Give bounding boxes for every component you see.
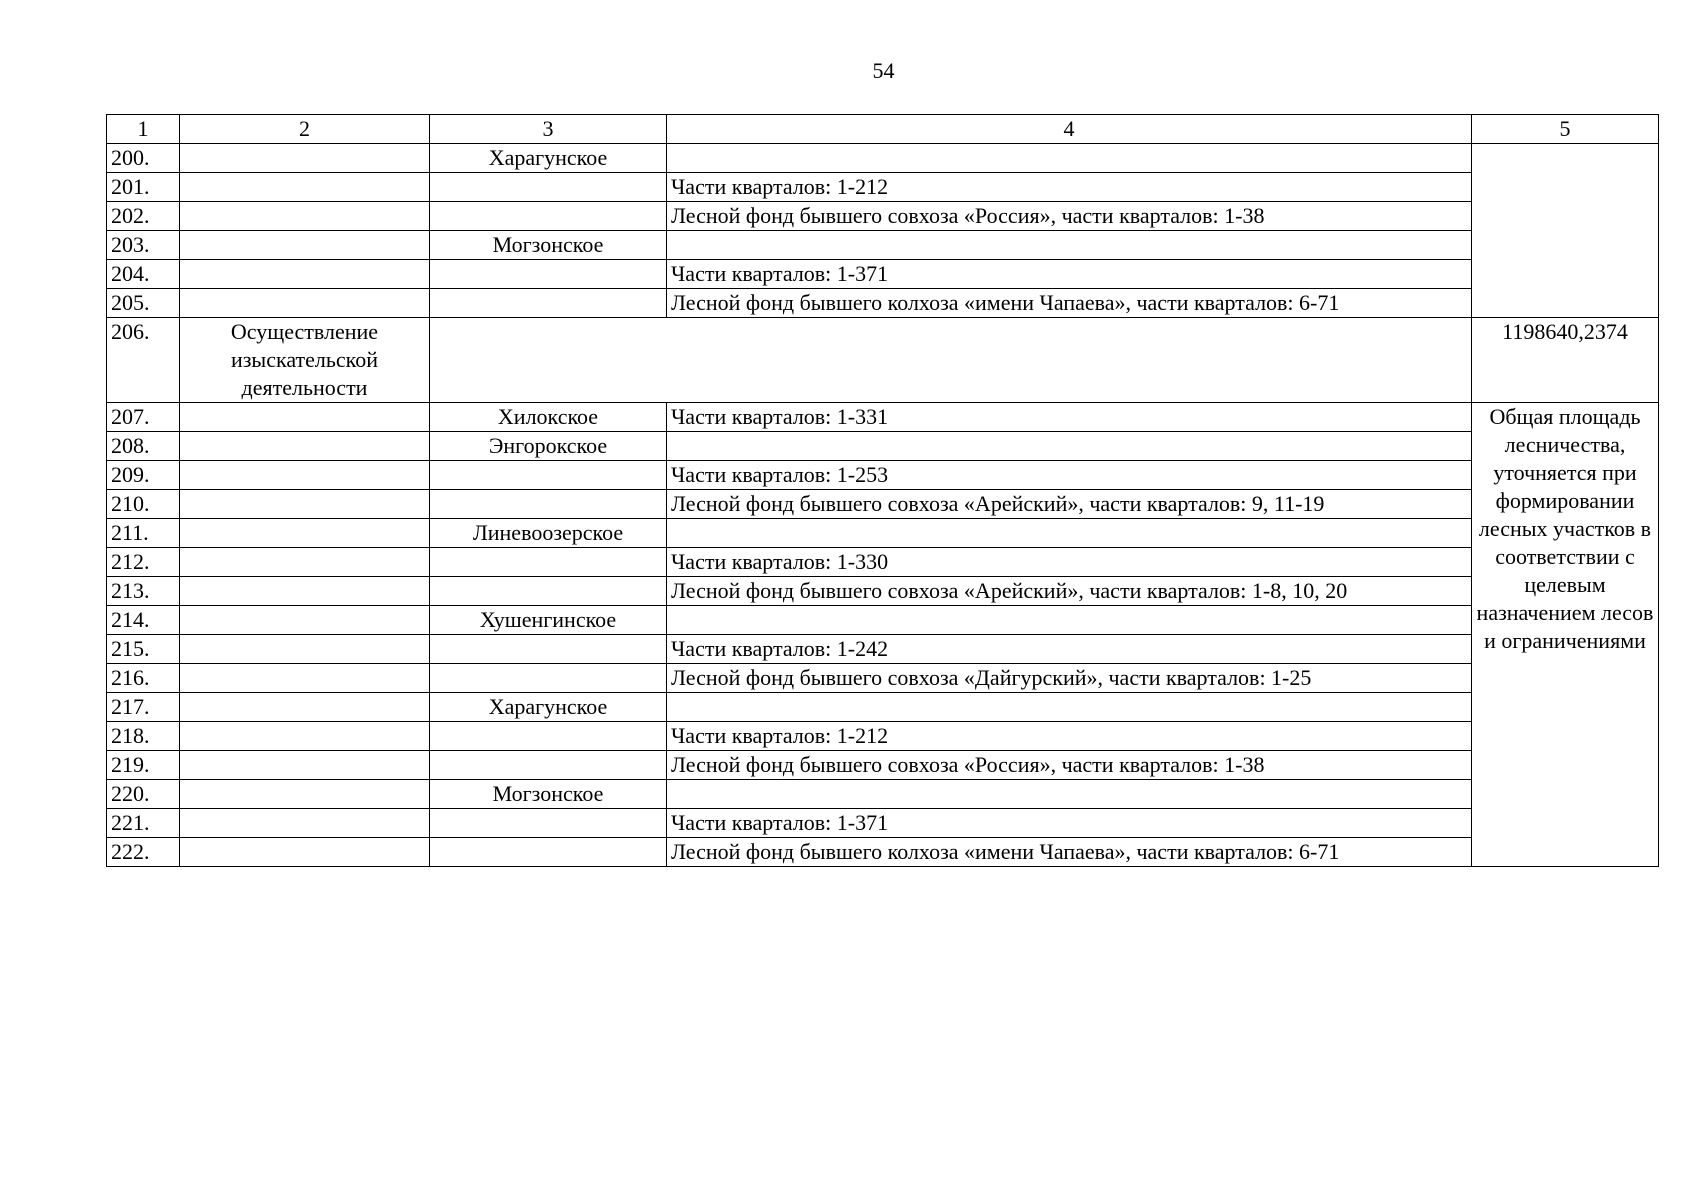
activity-cell: Осуществление изыскательской деятельности (180, 318, 430, 403)
row-number: 204. (107, 260, 180, 289)
forestry-district (430, 289, 667, 318)
table-row (107, 693, 1659, 722)
quarters-cell: Лесной фонд бывшего совхоза «Дайгурский», части кварталов: 1-25 (667, 664, 1472, 693)
merged-empty-cell (430, 318, 1472, 403)
forestry-district (430, 490, 667, 519)
forestry-district (430, 202, 667, 231)
table-row (107, 490, 1659, 519)
activity-cell (180, 289, 430, 318)
forestry-district (430, 260, 667, 289)
activity-cell (180, 461, 430, 490)
quarters-cell (667, 693, 1472, 722)
row-number: 222. (107, 838, 180, 867)
activity-cell (180, 144, 430, 173)
activity-cell (180, 722, 430, 751)
activity-cell (180, 693, 430, 722)
quarters-cell (667, 144, 1472, 173)
quarters-cell: Части кварталов: 1-253 (667, 461, 1472, 490)
forestry-district (430, 838, 667, 867)
table-row (107, 202, 1659, 231)
activity-cell (180, 606, 430, 635)
table-row (107, 289, 1659, 318)
page-number: 54 (872, 58, 895, 83)
row-number: 214. (107, 606, 180, 635)
table-row (107, 318, 1659, 403)
header-cell-3: 3 (430, 115, 667, 144)
header-cell-2: 2 (180, 115, 430, 144)
forestry-district (430, 635, 667, 664)
quarters-cell (667, 519, 1472, 548)
activity-cell (180, 173, 430, 202)
quarters-cell (667, 780, 1472, 809)
table-row (107, 144, 1659, 173)
forestry-district: Могзонское (430, 231, 667, 260)
forestry-district (430, 577, 667, 606)
quarters-cell: Лесной фонд бывшего колхоза «имени Чапаева», части кварталов: 6-71 (667, 289, 1472, 318)
quarters-cell: Лесной фонд бывшего совхоза «Россия», части кварталов: 1-38 (667, 202, 1472, 231)
table-body (107, 115, 1659, 867)
table-row (107, 231, 1659, 260)
forestry-district (430, 664, 667, 693)
quarters-cell: Лесной фонд бывшего совхоза «Арейский», части кварталов: 1-8, 10, 20 (667, 577, 1472, 606)
quarters-cell: Части кварталов: 1-371 (667, 809, 1472, 838)
forestry-district (430, 751, 667, 780)
forestry-district: Линевоозерское (430, 519, 667, 548)
table-row (107, 722, 1659, 751)
activity-cell (180, 490, 430, 519)
activity-cell (180, 432, 430, 461)
row-number: 207. (107, 403, 180, 432)
activity-cell (180, 577, 430, 606)
quarters-cell: Лесной фонд бывшего совхоза «Россия», части кварталов: 1-38 (667, 751, 1472, 780)
header-cell-1: 1 (107, 115, 180, 144)
table-row (107, 519, 1659, 548)
activity-cell (180, 403, 430, 432)
area-cell-empty (1472, 144, 1659, 318)
row-number: 219. (107, 751, 180, 780)
header-cell-5: 5 (1472, 115, 1659, 144)
forestry-district (430, 548, 667, 577)
activity-cell (180, 838, 430, 867)
forestry-district (430, 722, 667, 751)
row-number: 209. (107, 461, 180, 490)
quarters-cell: Части кварталов: 1-331 (667, 403, 1472, 432)
row-number: 202. (107, 202, 180, 231)
row-number: 220. (107, 780, 180, 809)
forestry-district: Хилокское (430, 403, 667, 432)
row-number: 203. (107, 231, 180, 260)
quarters-cell (667, 432, 1472, 461)
quarters-cell (667, 231, 1472, 260)
table-row (107, 577, 1659, 606)
row-number: 213. (107, 577, 180, 606)
header-row (107, 115, 1659, 144)
forestry-district: Энгорокское (430, 432, 667, 461)
activity-cell (180, 664, 430, 693)
table-row (107, 809, 1659, 838)
row-number: 210. (107, 490, 180, 519)
row-number: 201. (107, 173, 180, 202)
activity-cell (180, 231, 430, 260)
activity-cell (180, 751, 430, 780)
activity-cell (180, 635, 430, 664)
table-row (107, 664, 1659, 693)
table-row (107, 635, 1659, 664)
quarters-cell: Части кварталов: 1-242 (667, 635, 1472, 664)
quarters-cell: Части кварталов: 1-212 (667, 173, 1472, 202)
forestry-district: Харагунское (430, 693, 667, 722)
table-row (107, 403, 1659, 432)
row-number: 217. (107, 693, 180, 722)
table-row (107, 606, 1659, 635)
row-number: 221. (107, 809, 180, 838)
row-number: 218. (107, 722, 180, 751)
area-note: Общая площадь лесничества, уточняется при формировании лесных участков в соответствии с целевым назначением лесов и ограничениями (1472, 403, 1659, 867)
activity-cell (180, 548, 430, 577)
forestry-district (430, 173, 667, 202)
table-row (107, 838, 1659, 867)
forestry-district: Могзонское (430, 780, 667, 809)
forestry-district: Хушенгинское (430, 606, 667, 635)
row-number: 215. (107, 635, 180, 664)
activity-cell (180, 260, 430, 289)
area-value: 1198640,2374 (1472, 318, 1659, 403)
forestry-district (430, 809, 667, 838)
quarters-cell: Лесной фонд бывшего колхоза «имени Чапаева», части кварталов: 6-71 (667, 838, 1472, 867)
forestry-district (430, 461, 667, 490)
row-number: 216. (107, 664, 180, 693)
activity-cell (180, 202, 430, 231)
forestry-district: Харагунское (430, 144, 667, 173)
forest-table (106, 114, 1659, 867)
quarters-cell: Лесной фонд бывшего совхоза «Арейский», части кварталов: 9, 11-19 (667, 490, 1472, 519)
activity-cell (180, 519, 430, 548)
row-number: 200. (107, 144, 180, 173)
table-row (107, 780, 1659, 809)
table-row (107, 432, 1659, 461)
row-number: 212. (107, 548, 180, 577)
row-number: 206. (107, 318, 180, 403)
table-row (107, 751, 1659, 780)
quarters-cell: Части кварталов: 1-212 (667, 722, 1472, 751)
table-row (107, 548, 1659, 577)
quarters-cell: Части кварталов: 1-330 (667, 548, 1472, 577)
row-number: 208. (107, 432, 180, 461)
row-number: 205. (107, 289, 180, 318)
table-row (107, 260, 1659, 289)
quarters-cell (667, 606, 1472, 635)
activity-cell (180, 809, 430, 838)
activity-cell (180, 780, 430, 809)
quarters-cell: Части кварталов: 1-371 (667, 260, 1472, 289)
table-row (107, 173, 1659, 202)
row-number: 211. (107, 519, 180, 548)
header-cell-4: 4 (667, 115, 1472, 144)
table-row (107, 461, 1659, 490)
